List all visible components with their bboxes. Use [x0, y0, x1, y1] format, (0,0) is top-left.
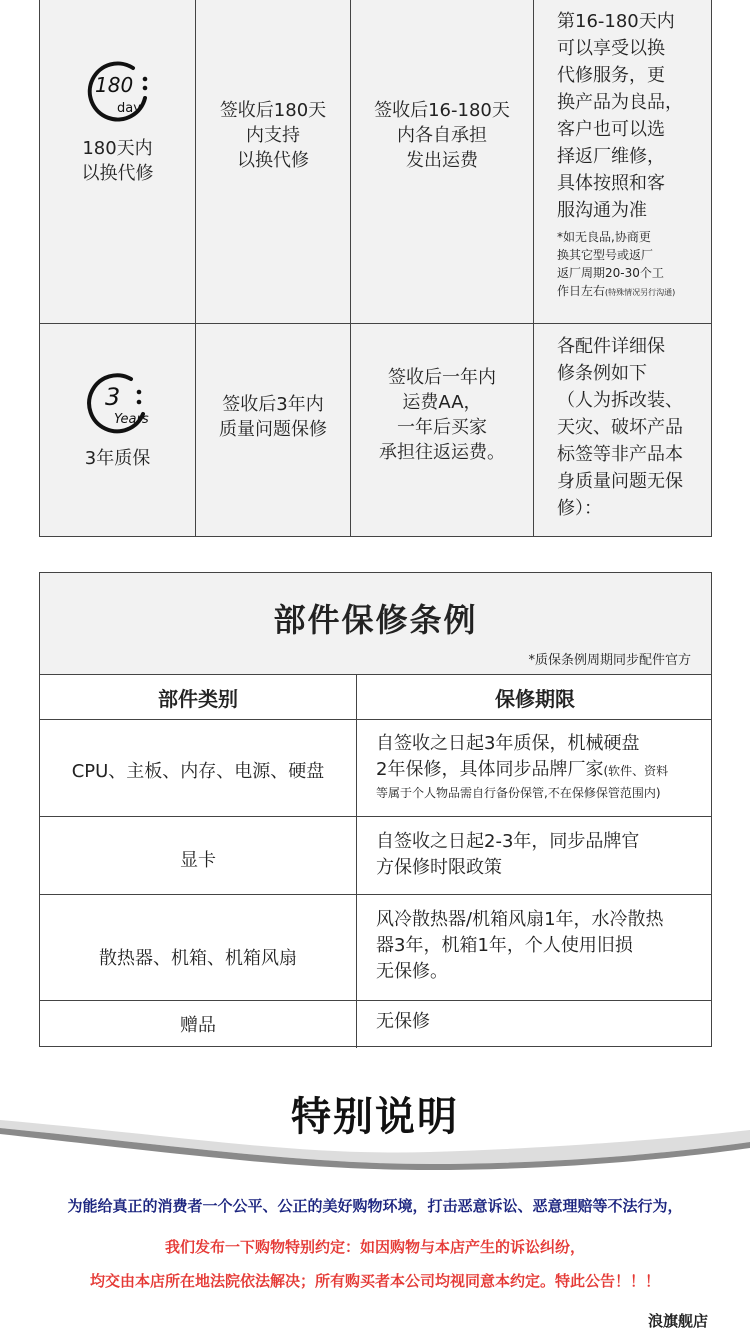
warranty-period: 风冷散热器/机箱风扇1年，水冷散热 器3年，机箱1年，个人使用旧损 无保修。 [376, 909, 664, 982]
warranty-period: 自签收之日起2-3年，同步品牌官 方保修时限政策 [376, 831, 640, 878]
table-divider [40, 1000, 711, 1001]
store-name: 浪旗舰店 [647, 1312, 708, 1330]
shipping-policy-cell: 签收后一年内 运费AA， 一年后买家 承担往返运费。 [379, 367, 505, 463]
notice-line-1: 为能给真正的消费者一个公平、公正的美好购物环境，打击恶意诉讼、恶意理赔等不法行为， [67, 1197, 683, 1215]
part-category: 显卡 [180, 850, 216, 871]
3-years-icon [87, 370, 151, 434]
table-divider [40, 719, 711, 720]
icon-unit: day [117, 101, 141, 116]
return-policy-cell: 签收后3年内 质量问题保修 [219, 394, 327, 440]
shipping-policy-cell: 签收后16-180天 内各自承担 发出运费 [374, 100, 510, 171]
table-divider [356, 674, 357, 1048]
warranty-period: 自签收之日起3年质保，机械硬盘 2年保修，具体同步品牌厂家(软件、资料 等属于个人物品需自行备份保管,不在保修保管范围内) [376, 733, 669, 800]
special-notice-title: 特别说明 [291, 1094, 459, 1140]
warranty-period: 无保修 [376, 1011, 430, 1032]
icon-unit: Years [114, 412, 149, 427]
notice-line-2: 我们发布一下购物特别约定：如因购物与本店产生的诉讼纠纷， [164, 1238, 585, 1256]
part-category: 赠品 [180, 1015, 216, 1036]
table-divider [533, 0, 534, 536]
return-policy-cell: 签收后180天 内支持 以换代修 [219, 100, 327, 171]
icon-number: 180 [95, 73, 134, 97]
service-detail-cell: 各配件详细保 修条例如下 （人为拆改装、 天灾、破坏产品 标签等非产品本 身质量问题无保 修）： [557, 336, 683, 519]
notice-line-3: 均交由本店所在地法院依法解决；所有购买者本公司均视同意本约定。特此公告！！！ [89, 1272, 660, 1290]
parts-subtitle: *质保条例周期同步配件官方 [528, 653, 691, 668]
col-header-period: 保修期限 [495, 687, 575, 711]
part-category: CPU、主板、内存、电源、硬盘 [71, 761, 325, 782]
icon-number: 3 [105, 383, 121, 411]
service-detail-cell: 第16-180天内 可以享受以换 代修服务，更 换产品为良品， 客户也可以选 择返厂维修， 具体按照和客 服沟通为准 *如无良品,协商更 换其它型号或返厂 返厂周期20-30个工 作日左右(特殊情况另行沟通) [557, 8, 709, 302]
table-divider [40, 894, 711, 895]
col-header-category: 部件类别 [158, 687, 238, 711]
table-divider [40, 816, 711, 817]
service-policy-table [39, 0, 712, 537]
table-divider [40, 674, 711, 675]
row-label: 180天内 以换代修 [81, 138, 154, 184]
parts-warranty-table [39, 572, 712, 1047]
table-divider [195, 0, 196, 536]
row-label: 3年质保 [84, 448, 151, 469]
service-footnote: *如无良品,协商更 换其它型号或返厂 返厂周期20-30个工 作日左右(特殊情况另行沟通) [557, 230, 676, 298]
180-day-icon [87, 58, 151, 122]
parts-title: 部件保修条例 [273, 601, 478, 639]
part-category: 散热器、机箱、机箱风扇 [99, 948, 297, 969]
table-divider [40, 323, 711, 324]
